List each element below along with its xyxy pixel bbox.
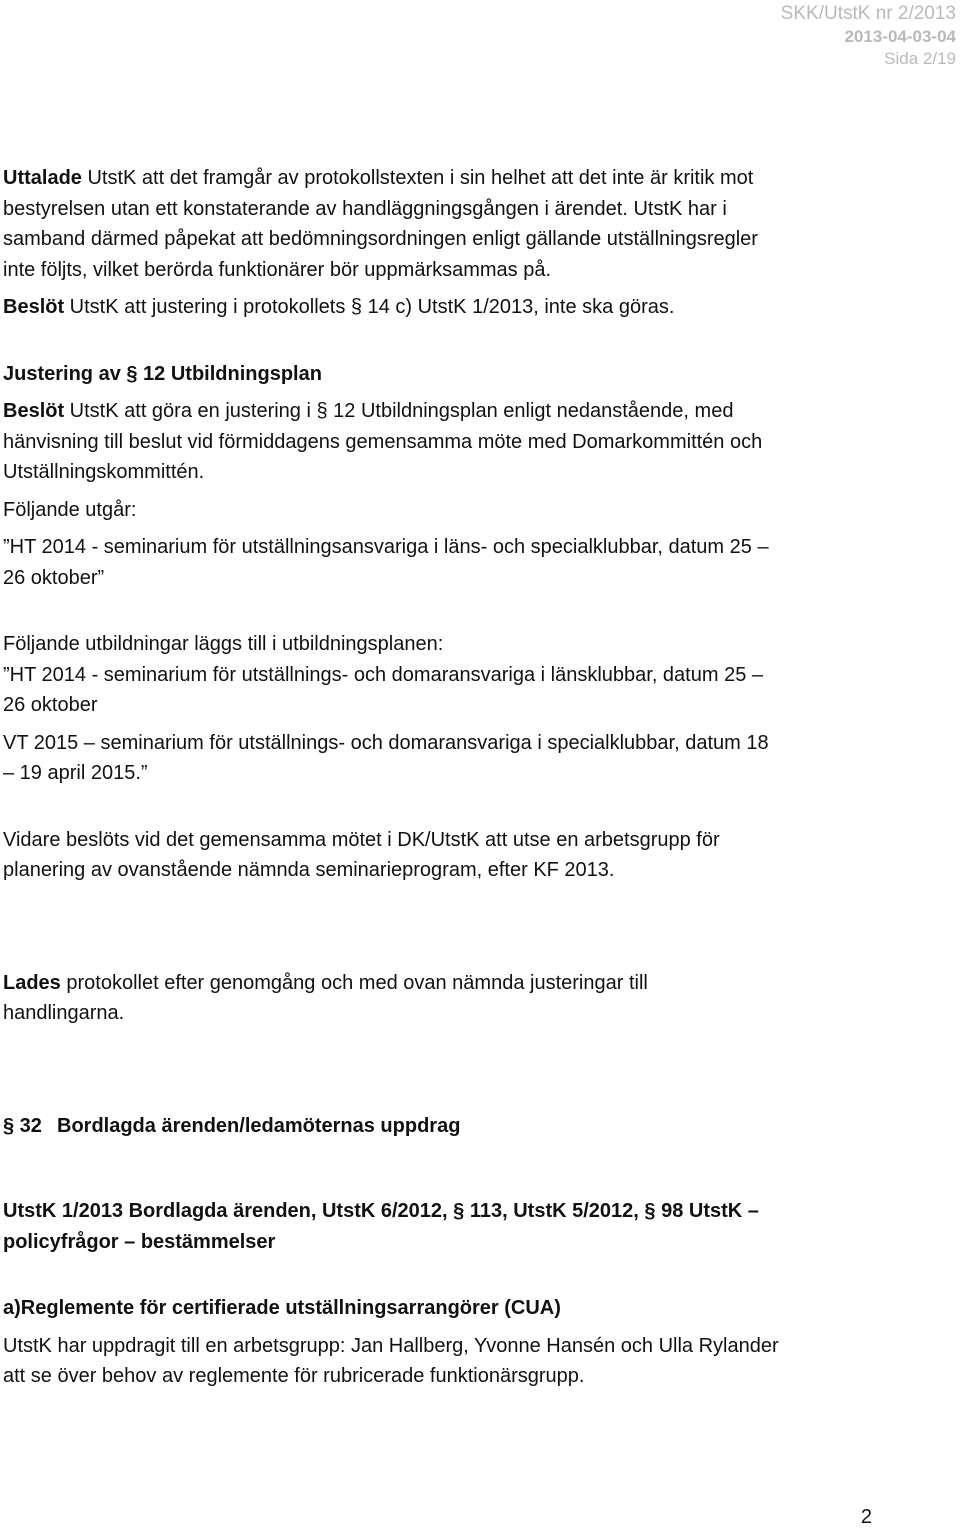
- page-number: 2: [860, 1506, 872, 1528]
- keyword-beslot: Beslöt: [3, 296, 65, 318]
- keyword-lades: Lades: [3, 971, 61, 994]
- paragraph-uttalade: [3, 163, 953, 194]
- label-laggs-till: Följande utbildningar läggs till i utbildningsplanen:: [3, 633, 444, 655]
- paragraph-text: bestyrelsen utan ett konstaterande av handläggningsgången i ärendet. UtstK har i: [3, 197, 727, 220]
- paragraph-lades: [3, 968, 953, 999]
- paragraph-text: protokollet efter genomgång och med ovan nämnda justeringar till: [60, 971, 648, 994]
- section-title: Bordlagda ärenden/ledamöternas uppdrag: [57, 1114, 461, 1137]
- paragraph-text: Vidare beslöts vid det gemensamma mötet i DK/UtstK att utse en arbetsgrupp för: [3, 828, 720, 851]
- document-body: [3, 163, 953, 1392]
- quote-text: ”HT 2014 - seminarium för utställningsansvariga i läns- och specialklubbar, datum 25 –: [3, 536, 769, 558]
- quote-text: – 19 april 2015.”: [3, 762, 148, 784]
- paragraph-beslot: [3, 292, 953, 323]
- document-id: SKK/UtstK nr 2/2013: [780, 3, 956, 24]
- paragraph-text: UtstK att det framgår av protokollstexten i sin helhet att det inte är kritik mot: [81, 167, 754, 189]
- label-utgar: Följande utgår:: [3, 498, 137, 521]
- quote-text: ”HT 2014 - seminarium för utställnings- och domaransvariga i länsklubbar, datum 25 –: [3, 663, 763, 686]
- keyword-beslot: Beslöt: [3, 400, 65, 422]
- paragraph-text: inte följts, vilket berörda funktionärer bör uppmärksammas på.: [3, 258, 552, 281]
- quote-text: 26 oktober”: [3, 566, 105, 589]
- quote-text: 26 oktober: [3, 694, 98, 716]
- keyword-uttalade: Uttalade: [3, 167, 82, 189]
- paragraph-text: samband därmed påpekat att bedömningsordningen enligt gällande utställningsregler: [3, 228, 758, 250]
- page-indicator: Sida 2/19: [884, 49, 956, 68]
- section-number: § 32: [3, 1114, 42, 1137]
- subsection-heading: UtstK 1/2013 Bordlagda ärenden, UtstK 6/2012, § 113, UtstK 5/2012, § 98 UtstK –: [3, 1200, 759, 1222]
- section-heading-justering: Justering av § 12 Utbildningsplan: [3, 362, 322, 385]
- paragraph-text: UtstK att göra en justering i § 12 Utbildningsplan enligt nedanstående, med: [64, 400, 734, 422]
- subheading-a: a)Reglemente för certifierade utställningsarrangörer (CUA): [3, 1297, 561, 1319]
- subsection-heading: policyfrågor – bestämmelser: [3, 1230, 276, 1253]
- section-heading-32: [3, 1111, 953, 1142]
- quote-text: VT 2015 – seminarium för utställnings- och domaransvariga i specialklubbar, datum 18: [3, 731, 769, 754]
- paragraph-text: att se över behov av reglemente för rubricerade funktionärsgrupp.: [3, 1365, 585, 1387]
- paragraph-beslot-justering: [3, 396, 953, 427]
- page-header: [781, 0, 956, 70]
- paragraph-text: UtstK har uppdragit till en arbetsgrupp: Jan Hallberg, Yvonne Hansén och Ulla Rylander: [3, 1334, 779, 1357]
- paragraph-text: Utställningskommittén.: [3, 461, 205, 483]
- document-date: 2013-04-03-04: [844, 27, 956, 46]
- paragraph-text: hänvisning till beslut vid förmiddagens gemensamma möte med Domarkommittén och: [3, 430, 763, 453]
- paragraph-text: UtstK att justering i protokollets § 14 c) UtstK 1/2013, inte ska göras.: [64, 296, 675, 318]
- paragraph-text: planering av ovanstående nämnda seminarieprogram, efter KF 2013.: [3, 859, 615, 881]
- paragraph-text: handlingarna.: [3, 1002, 125, 1024]
